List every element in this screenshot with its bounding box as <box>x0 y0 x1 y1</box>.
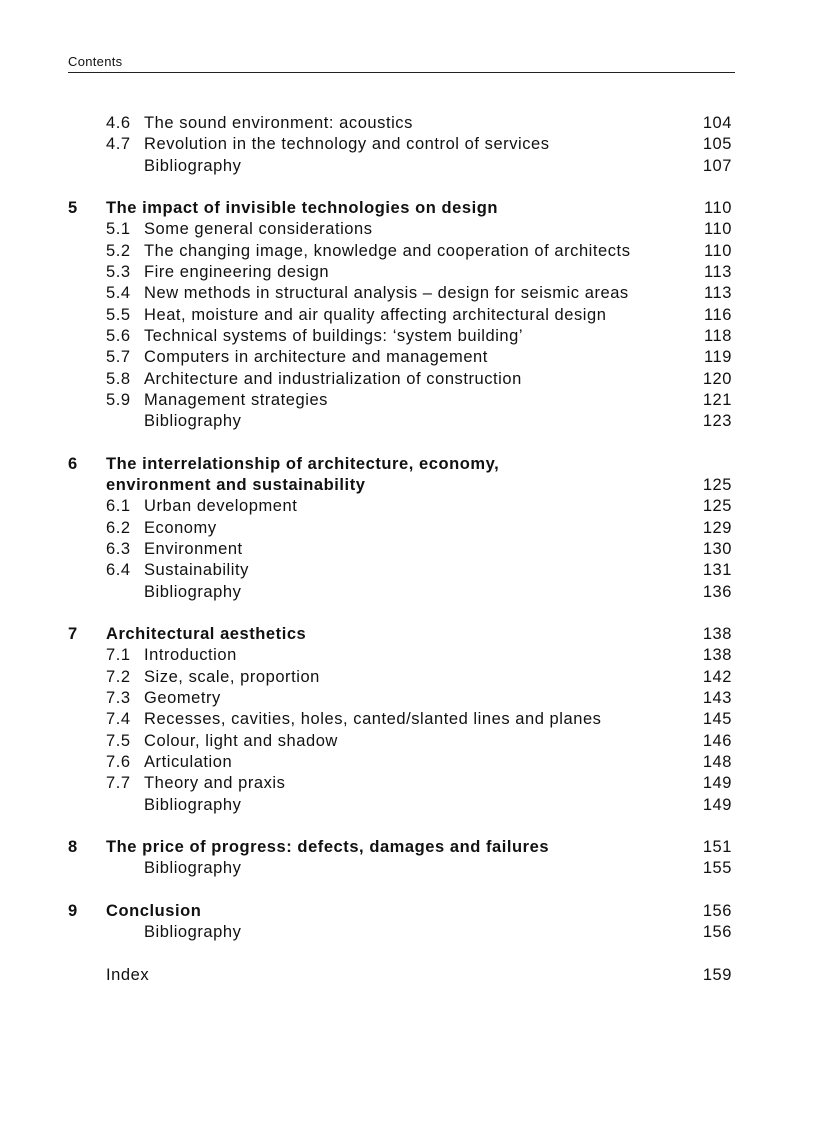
section-title: The sound environment: acoustics <box>144 114 413 132</box>
section-number: 5.1 <box>106 220 131 239</box>
page-number: 138 <box>702 625 732 644</box>
page-number: 156 <box>702 923 732 942</box>
section-title: Technical systems of buildings: ‘system building’ <box>144 326 524 345</box>
toc-entry-6-4[interactable] <box>0 560 816 581</box>
page-number: 130 <box>702 539 732 558</box>
page-number: 145 <box>702 710 732 729</box>
section-title: Articulation <box>144 752 233 771</box>
section-title: Environment <box>144 539 243 558</box>
header-rule <box>68 72 735 73</box>
toc-chapter-5[interactable] <box>0 198 816 219</box>
page-number: 148 <box>702 752 732 771</box>
page-number: 110 <box>704 199 732 218</box>
toc-entry-4-6[interactable] <box>0 113 816 134</box>
section-number: 7.5 <box>106 731 131 750</box>
toc-index[interactable] <box>0 965 816 986</box>
chapter-number: 6 <box>68 454 78 473</box>
toc-entry-5-bibliography[interactable] <box>0 411 816 432</box>
page-number: 149 <box>702 795 732 814</box>
spacer <box>0 177 816 198</box>
section-number: 7.3 <box>106 689 131 708</box>
toc-entry-5-4[interactable] <box>0 283 816 304</box>
spacer <box>0 816 816 837</box>
section-title: The changing image, knowledge and cooperation of architects <box>144 241 631 260</box>
page-number: 131 <box>702 561 732 580</box>
toc-entry-5-8[interactable] <box>0 369 816 390</box>
chapter-number: 9 <box>68 901 78 920</box>
page-number: 125 <box>702 497 732 516</box>
section-title: Some general considerations <box>144 220 373 239</box>
toc-entry-7-bibliography[interactable] <box>0 795 816 816</box>
spacer <box>0 880 816 901</box>
page-number: 136 <box>702 582 732 601</box>
section-title: Bibliography <box>144 412 242 431</box>
toc-entry-4-7[interactable] <box>0 134 816 155</box>
section-number: 6.1 <box>106 497 131 516</box>
section-title: Bibliography <box>144 156 242 175</box>
page-number: 118 <box>704 326 732 345</box>
page-number: 138 <box>702 646 732 665</box>
toc-entry-4-bibliography[interactable] <box>0 156 816 177</box>
page-number: 125 <box>702 476 732 495</box>
toc-chapter-6[interactable] <box>0 454 816 475</box>
toc-entry-7-1[interactable] <box>0 645 816 666</box>
section-title: Management strategies <box>144 390 328 409</box>
toc-entry-6-1[interactable] <box>0 496 816 517</box>
section-title: Theory and praxis <box>144 774 286 793</box>
toc-entry-7-7[interactable] <box>0 773 816 794</box>
section-number: 7.6 <box>106 752 131 771</box>
section-number: 5.3 <box>106 263 131 282</box>
page-number: 149 <box>702 774 732 793</box>
section-number: 5.8 <box>106 369 131 388</box>
toc-entry-6-2[interactable] <box>0 518 816 539</box>
spacer <box>0 944 816 965</box>
section-number: 5.6 <box>106 326 131 345</box>
toc-entry-6-3[interactable] <box>0 539 816 560</box>
chapter-title-line-1: The interrelationship of architecture, economy, <box>106 454 500 473</box>
chapter-title: The impact of invisible technologies on design <box>106 199 499 218</box>
toc-entry-5-6[interactable] <box>0 326 816 347</box>
toc-chapter-6-continued[interactable] <box>0 475 816 496</box>
section-number: 7.1 <box>106 646 131 665</box>
section-number: 4.7 <box>106 135 131 154</box>
section-number: 5.7 <box>106 348 131 367</box>
section-title: Bibliography <box>144 795 242 814</box>
toc-entry-7-5[interactable] <box>0 731 816 752</box>
spacer <box>0 432 816 453</box>
section-number: 4.6 <box>106 114 131 132</box>
page-number: 110 <box>704 220 732 239</box>
page-number: 113 <box>704 263 732 282</box>
section-number: 5.2 <box>106 241 131 260</box>
chapter-number: 5 <box>68 199 78 218</box>
running-head: Contents <box>68 54 123 69</box>
page-number: 110 <box>704 241 732 260</box>
section-title: Colour, light and shadow <box>144 731 338 750</box>
page-number: 142 <box>702 667 732 686</box>
page-number: 155 <box>702 859 732 878</box>
toc-entry-5-3[interactable] <box>0 262 816 283</box>
toc-entry-7-6[interactable] <box>0 752 816 773</box>
section-number: 5.5 <box>106 305 131 324</box>
chapter-title: The price of progress: defects, damages and failures <box>106 838 550 857</box>
page-number: 159 <box>702 965 732 984</box>
section-title: Size, scale, proportion <box>144 667 320 686</box>
toc-entry-7-2[interactable] <box>0 667 816 688</box>
page-number: 113 <box>704 284 732 303</box>
toc-entry-5-1[interactable] <box>0 219 816 240</box>
section-title: Bibliography <box>144 582 242 601</box>
toc-entry-5-2[interactable] <box>0 241 816 262</box>
section-title: Geometry <box>144 689 221 708</box>
chapter-title: Conclusion <box>106 901 202 920</box>
toc-entry-8-bibliography[interactable] <box>0 858 816 879</box>
page-number: 129 <box>702 518 732 537</box>
section-title: Architecture and industrialization of construction <box>144 369 522 388</box>
section-title: Fire engineering design <box>144 263 330 282</box>
section-number: 6.4 <box>106 561 131 580</box>
index-title: Index <box>106 965 150 984</box>
section-title: New methods in structural analysis – design for seismic areas <box>144 284 629 303</box>
toc-entry-5-9[interactable] <box>0 390 816 411</box>
section-number: 6.2 <box>106 518 131 537</box>
table-of-contents <box>0 113 816 986</box>
section-title: Heat, moisture and air quality affecting architectural design <box>144 305 607 324</box>
toc-entry-5-7[interactable] <box>0 347 816 368</box>
toc-entry-5-5[interactable] <box>0 305 816 326</box>
page-number: 116 <box>704 305 732 324</box>
section-number: 7.2 <box>106 667 131 686</box>
section-title: Computers in architecture and management <box>144 348 488 367</box>
toc-entry-7-3[interactable] <box>0 688 816 709</box>
section-number: 6.3 <box>106 539 131 558</box>
section-title: Introduction <box>144 646 237 665</box>
section-title: Sustainability <box>144 561 249 580</box>
section-number: 5.4 <box>106 284 131 303</box>
toc-chapter-7[interactable] <box>0 624 816 645</box>
section-title: Economy <box>144 518 217 537</box>
chapter-title-line-2: environment and sustainability <box>106 476 366 495</box>
page-number: 123 <box>702 412 732 431</box>
toc-entry-6-bibliography[interactable] <box>0 582 816 603</box>
section-title: Bibliography <box>144 859 242 878</box>
section-number: 7.7 <box>106 774 131 793</box>
page-number: 119 <box>704 348 732 367</box>
chapter-number: 7 <box>68 625 78 644</box>
page-number: 105 <box>702 135 732 154</box>
toc-entry-9-bibliography[interactable] <box>0 922 816 943</box>
page-number: 104 <box>702 114 732 132</box>
section-number: 5.9 <box>106 390 131 409</box>
page-number: 121 <box>702 390 732 409</box>
section-title: Urban development <box>144 497 298 516</box>
toc-chapter-8[interactable] <box>0 837 816 858</box>
page-number: 156 <box>702 901 732 920</box>
toc-chapter-9[interactable] <box>0 901 816 922</box>
page-number: 120 <box>702 369 732 388</box>
section-title: Recesses, cavities, holes, canted/slanted lines and planes <box>144 710 602 729</box>
section-title: Bibliography <box>144 923 242 942</box>
chapter-title: Architectural aesthetics <box>106 625 307 644</box>
toc-entry-7-4[interactable] <box>0 709 816 730</box>
page-number: 107 <box>702 156 732 175</box>
section-title: Revolution in the technology and control of services <box>144 135 550 154</box>
page-number: 143 <box>702 689 732 708</box>
spacer <box>0 603 816 624</box>
chapter-number: 8 <box>68 838 78 857</box>
section-number: 7.4 <box>106 710 131 729</box>
page-number: 151 <box>702 838 732 857</box>
page-number: 146 <box>702 731 732 750</box>
